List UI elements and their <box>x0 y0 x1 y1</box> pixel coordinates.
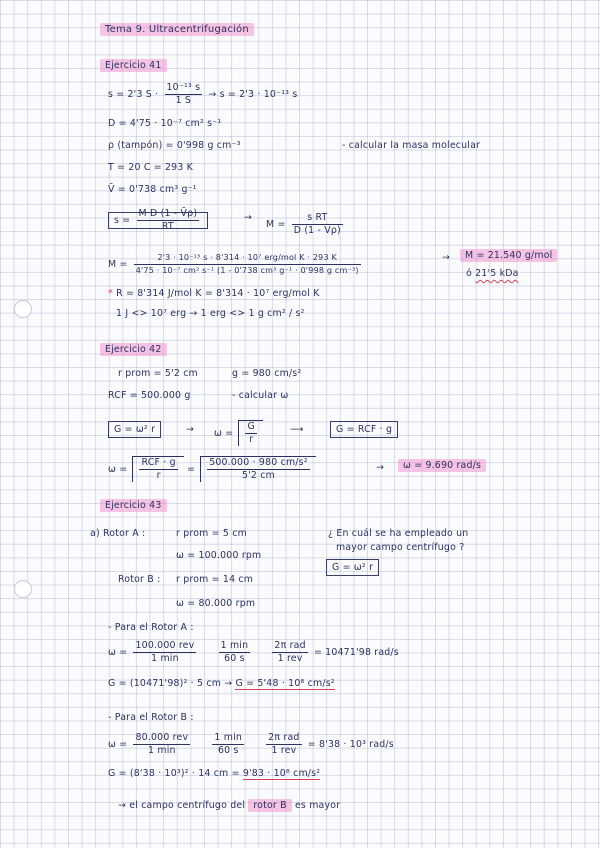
ex43-conclusion: → el campo centrífugo del rotor B es mayor <box>118 800 341 811</box>
arrow-icon: → <box>244 212 253 223</box>
arrow-icon: → <box>376 462 385 473</box>
ex43-for-rotor-b: - Para el Rotor B : <box>108 712 194 723</box>
ex43-rotor-a-r: r prom = 5 cm <box>176 528 247 539</box>
ex42-omega-sqrt: ω = $\frac{G}{r}$ <box>214 420 263 446</box>
ex41-formula-row <box>108 208 208 233</box>
arrow-icon: → <box>442 252 451 263</box>
ex41-line-5: V̄ = 0'738 cm³ g⁻¹ <box>108 184 197 195</box>
ex42-calculation: ω = $\frac{\text{RCF · g}}{r}$ = $\frac{\text{500.000 · 980 cm/s²}}{5'2 cm}$ <box>108 456 316 482</box>
ex43-for-rotor-a: - Para el Rotor A : <box>108 622 194 633</box>
ex42-line-2b: - calcular ω <box>232 390 289 401</box>
binder-hole-bottom <box>14 580 32 598</box>
fraction: $\frac{\text{10⁻¹³ s}}{1 S}$ <box>166 82 201 106</box>
ex42-result: ω = 9.690 rad/s <box>398 460 486 472</box>
ex43-rotor-b-r: r prom = 14 cm <box>176 574 254 585</box>
ex43-question-2: mayor campo centrífugo ? <box>336 542 465 553</box>
ex41-solved-for-M: M = $\frac{\text{s RT}}{D (1 - V̄\rho)}$ <box>266 212 341 236</box>
ex41-line-3-note: - calcular la masa molecular <box>342 140 481 151</box>
ex42-rcf-box: G = RCF · g <box>330 424 398 436</box>
ex43-rotor-a-label: a) Rotor A : <box>90 528 146 539</box>
ex42-formula-row: G = ω² r <box>108 424 161 436</box>
ex43-rotor-b-G: G = (8'38 · 10³)² · 14 cm = 9'83 · 10⁸ cm/s² <box>108 768 321 779</box>
ex41-result: M = 21.540 g/mol <box>460 250 557 262</box>
arrow-icon: ⟶ <box>290 424 304 435</box>
ex41-note-R: * R = 8'314 J/mol K = 8'314 · 10⁷ erg/mol K <box>108 288 320 299</box>
page-title: Tema 9. Ultracentrifugación <box>100 24 254 36</box>
ex41-result-kda: ó 21'5 kDa <box>466 268 519 279</box>
arrow-icon: → <box>186 424 195 435</box>
ex41-note-erg: 1 J <> 10⁷ erg → 1 erg <> 1 g cm² / s² <box>116 308 305 319</box>
ex43-rotor-b-w: ω = 80.000 rpm <box>176 598 256 609</box>
ex41-line-3: ρ (tampón) = 0'998 g cm⁻³ <box>108 140 241 151</box>
exercise-42-heading: Ejercicio 42 <box>100 344 167 356</box>
ex41-line-1: s = 2'3 S · $\frac{\text{10⁻¹³ s}}{1 S}$ → s = 2'3 · 10⁻¹³ s <box>108 82 298 106</box>
ex43-formula-box: G = ω² r <box>326 562 379 574</box>
exercise-43-heading: Ejercicio 43 <box>100 500 167 512</box>
ex42-line-1: r prom = 5'2 cm <box>118 368 198 379</box>
ex41-calculation: M = $\frac{\text{2'3 · 10⁻¹³ s · 8'314 · 10⁷ erg/mol K · 293 K}}{\text{4'75 · 10⁻⁷ cm² s⁻¹ (1 - 0'738 cm³ g⁻¹ · 0'998 g cm⁻³)}}$ <box>108 253 359 275</box>
ex43-rotor-b-label: Rotor B : <box>118 574 161 585</box>
ex42-line-1b: g = 980 cm/s² <box>232 368 302 379</box>
ex41-line-4: T = 20 C = 293 K <box>108 162 194 173</box>
boxed-formula: s = $\frac{\text{M D (1 - V̄ρ)}}{RT}$ <box>108 212 208 229</box>
ex41-line-2: D = 4'75 · 10⁻⁷ cm² s⁻¹ <box>108 118 222 129</box>
ex43-rotor-a-G: G = (10471'98)² · 5 cm → G = 5'48 · 10⁸ cm/s² <box>108 678 335 689</box>
ex43-rotor-b-omega: ω = $\frac{\text{80.000 rev}}{1 \min}$ $\frac{1 \min}{60 s}$ $\frac{\text{2π rad}}{\text{1 rev}}$ = 8'38 · 10³ rad/s <box>108 732 394 756</box>
ex43-question: ¿ En cuál se ha empleado un <box>328 528 469 539</box>
ex43-rotor-a-w: ω = 100.000 rpm <box>176 550 262 561</box>
ex43-rotor-a-omega: ω = $\frac{\text{100.000 rev}}{1 \min}$ $\frac{1 \min}{60 s}$ $\frac{\text{2π rad}}{\text{1 rev}}$ = 10471'98 rad/s <box>108 640 399 664</box>
binder-hole-top <box>14 300 32 318</box>
ex42-line-2: RCF = 500.000 g <box>108 390 191 401</box>
exercise-41-heading: Ejercicio 41 <box>100 60 167 72</box>
